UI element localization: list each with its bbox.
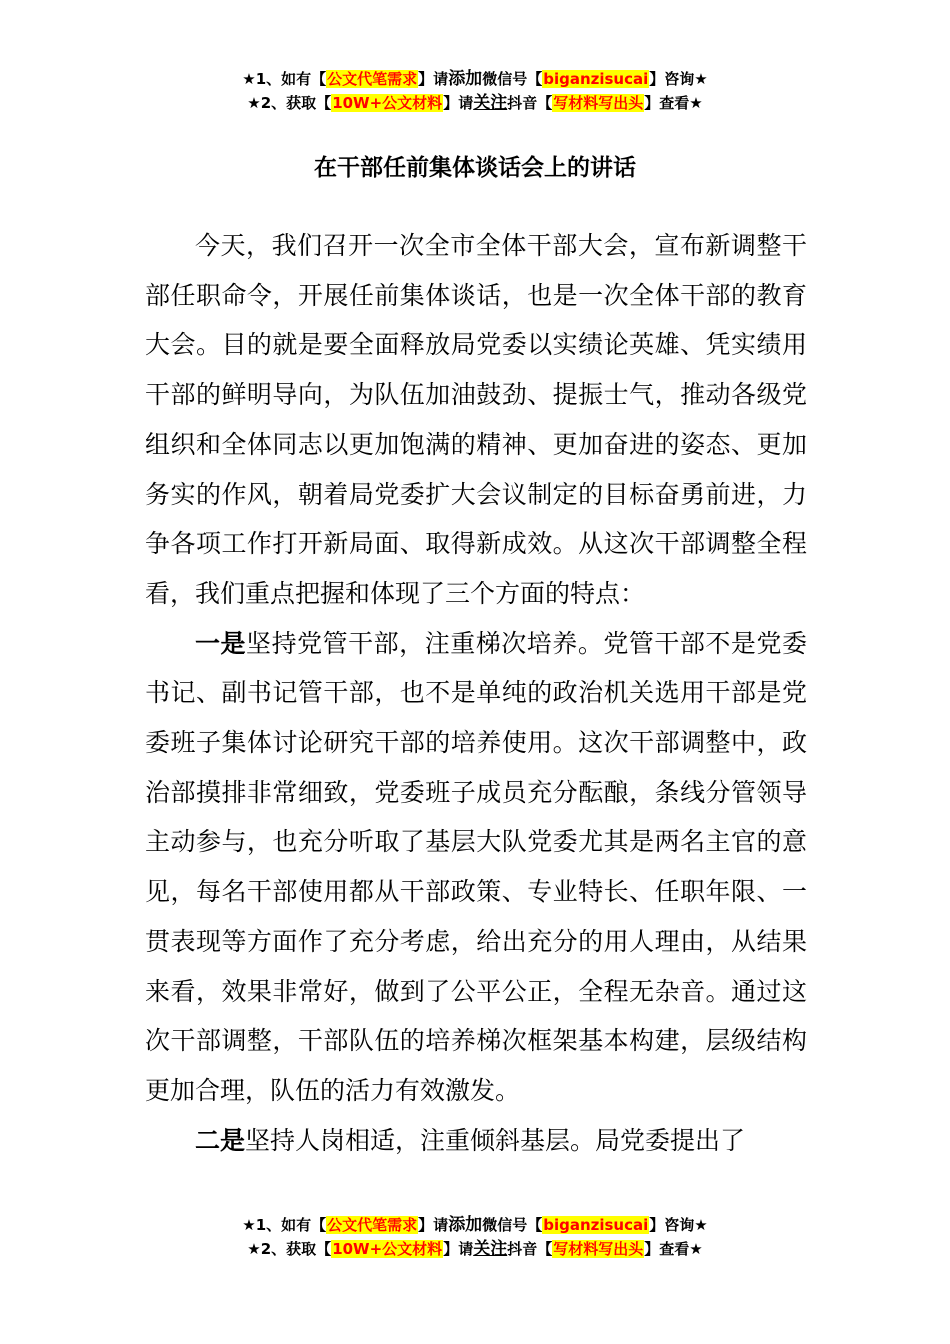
ad-line-2 [0,91,950,115]
ad-line-1-prefix: ★1、如有【 [242,70,327,88]
paragraph-point-1 [145,619,807,1116]
paragraph-point-2 [145,1116,807,1166]
paragraph-lead: 二是 [195,1125,246,1155]
ad-line-2-suffix: 】查看★ [644,1240,703,1258]
ad-line-2-highlight-douyin-id: 写材料写出头 [553,1240,644,1258]
ad-line-1-highlight-service: 公文代笔需求 [327,70,418,88]
ad-line-1-emphasis: 添加 [448,69,483,89]
paragraph-text: 坚持党管干部，注重梯次培养。党管干部不是党委书记、副书记管干部，也不是单纯的政治机关选用干部是党委班子集体讨论研究干部的培养使用。这次干部调整中，政治部摸排非常细致，党委班子成员充分酝酿，条线分管领导主动参与，也充分听取了基层大队党委尤其是两名主官的意见，每名干部使用都从干部政策、专业特长、任职年限、一贯表现等方面作了充分考虑，给出充分的用人理由，从结果来看，效果非常好，做到了公平公正，全程无杂音。通过这次干部调整，干部队伍的培养梯次框架基本构建，层级结构更加合理，队伍的活力有效激发。 [145,628,807,1105]
ad-line-2-suffix: 】查看★ [644,94,703,112]
ad-line-1-mid-2: 微信号【 [482,70,543,88]
ad-line-1-mid: 】请 [418,1216,449,1234]
ad-line-2-emphasis: 关注 [473,93,508,113]
ad-line-2-mid-2: 抖音【 [507,1240,553,1258]
document-body [145,221,807,1165]
ad-line-2-highlight-douyin-id: 写材料写出头 [553,94,644,112]
ad-line-1-mid: 】请 [418,70,449,88]
ad-line-1 [0,1213,950,1237]
ad-line-2-emphasis: 关注 [473,1239,508,1259]
ad-line-1-mid-2: 微信号【 [482,1216,543,1234]
document-title: 在干部任前集体谈话会上的讲话 [314,155,636,181]
ad-line-2-highlight-materials: 10W+公文材料 [332,94,443,112]
top-ad-banner [0,67,950,115]
ad-line-1 [0,67,950,91]
ad-line-2 [0,1237,950,1261]
ad-line-2-prefix: ★2、获取【 [247,94,332,112]
ad-line-2-mid: 】请 [443,94,474,112]
ad-line-1-emphasis: 添加 [448,1215,483,1235]
ad-line-1-highlight-wechat-id: biganzisucai [543,70,649,88]
ad-line-1-suffix: 】咨询★ [649,1216,708,1234]
bottom-ad-banner [0,1213,950,1261]
ad-line-2-mid: 】请 [443,1240,474,1258]
ad-line-2-prefix: ★2、获取【 [247,1240,332,1258]
paragraph-text: 今天，我们召开一次全市全体干部大会，宣布新调整干部任职命令，开展任前集体谈话，也是一次全体干部的教育大会。目的就是要全面释放局党委以实绩论英雄、凭实绩用干部的鲜明导向，为队伍加油鼓劲、提振士气，推动各级党组织和全体同志以更加饱满的精神、更加奋进的姿态、更加务实的作风，朝着局党委扩大会议制定的目标奋勇前进，力争各项工作打开新局面、取得新成效。从这次干部调整全程看，我们重点把握和体现了三个方面的特点： [145,231,807,608]
paragraph-text: 坚持人岗相适，注重倾斜基层。局党委提出了 [245,1125,746,1155]
paragraph-lead: 一是 [195,628,247,658]
ad-line-1-highlight-service: 公文代笔需求 [327,1216,418,1234]
ad-line-1-prefix: ★1、如有【 [242,1216,327,1234]
ad-line-2-mid-2: 抖音【 [507,94,553,112]
ad-line-1-suffix: 】咨询★ [649,70,708,88]
ad-line-1-highlight-wechat-id: biganzisucai [543,1216,649,1234]
ad-line-2-highlight-materials: 10W+公文材料 [332,1240,443,1258]
paragraph-intro [145,221,807,619]
